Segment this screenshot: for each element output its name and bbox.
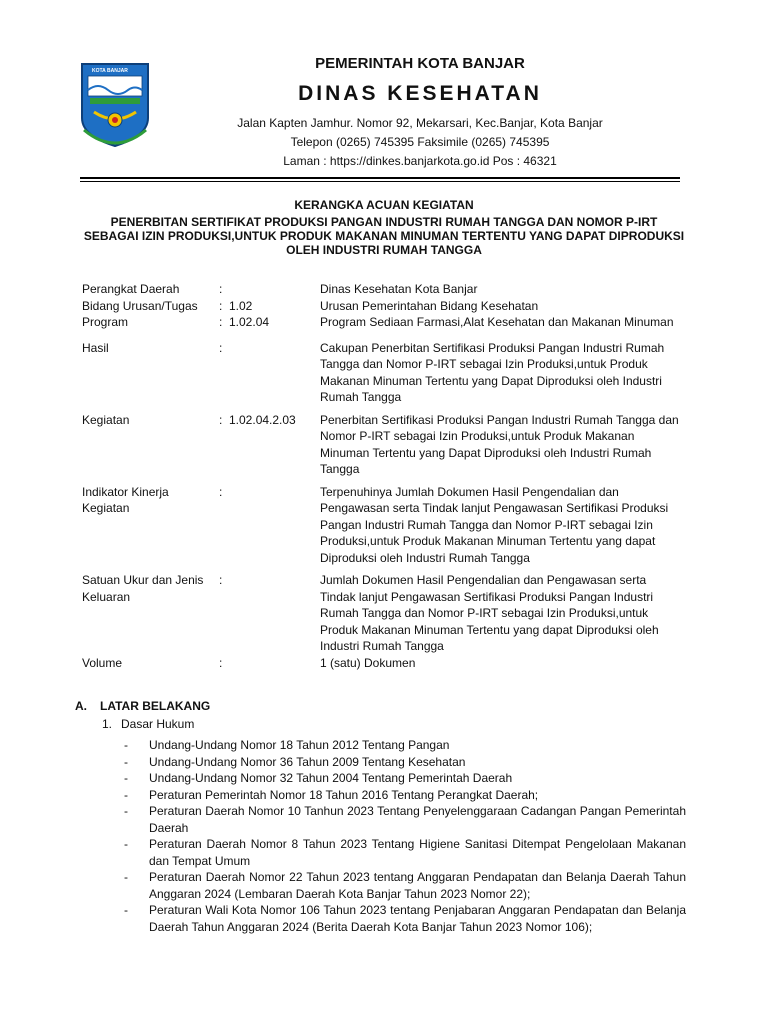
list-item <box>124 737 686 754</box>
address-line: Jalan Kapten Jamhur. Nomor 92, Mekarsari, Kec.Banjar, Kota Banjar <box>237 116 603 130</box>
info-desc: Terpenuhinya Jumlah Dokumen Hasil Pengendalian dan Pengawasan serta Tindak lanjut Pengawasan Sertifikasi Produksi Pangan Industri Rumah Tangga dan Nomor P-IRT sebagai Izin Produksi,untuk Produk Makanan Minuman Tertentu yang dapat Diproduksi oleh Industri Rumah Tangga <box>320 484 669 565</box>
info-label: Bidang Urusan/Tugas <box>82 298 198 313</box>
list-item <box>124 869 686 902</box>
info-label: Perangkat Daerah <box>82 282 180 296</box>
info-row-kegiatan <box>82 412 682 478</box>
info-code: 1.02 <box>229 298 253 313</box>
list-item-text: Peraturan Pemerintah Nomor 18 Tahun 2016 Tentang Perangkat Daerah; <box>149 787 539 802</box>
list-item-text: Undang-Undang Nomor 32 Tahun 2004 Tentang Pemerintah Daerah <box>149 771 513 785</box>
list-item <box>124 836 686 869</box>
info-colon: : <box>219 484 223 499</box>
list-item-text: Peraturan Daerah Nomor 8 Tahun 2023 Tentang Higiene Sanitasi Ditempat Pengelolaan Makanan dan Tempat Umum <box>149 837 686 868</box>
info-label: Volume <box>82 655 123 670</box>
list-item <box>124 803 686 836</box>
list-item-text: Undang-Undang Nomor 36 Tahun 2009 Tentang Kesehatan <box>149 754 466 769</box>
info-label: Indikator Kinerja Kegiatan <box>82 484 169 515</box>
section-a-heading <box>75 699 210 713</box>
info-row-program <box>82 314 682 331</box>
info-colon: : <box>219 282 223 296</box>
list-item-text: Undang-Undang Nomor 18 Tahun 2012 Tentang Pangan <box>149 738 450 752</box>
info-colon: : <box>219 412 223 427</box>
info-label: Hasil <box>82 340 109 355</box>
bullet-dash: - <box>124 837 128 851</box>
info-desc: 1 (satu) Dokumen <box>320 655 416 670</box>
list-item-text: Peraturan Daerah Nomor 22 Tahun 2023 tentang Anggaran Pendapatan dan Belanja Daerah Tahun Anggaran 2024 (Lembaran Daerah Kota Banjar Tahun 2023 Nomor 22); <box>149 870 686 901</box>
header-rule-thin <box>80 181 680 182</box>
phone-line: Telepon (0265) 745395 Faksimile (0265) 745395 <box>290 135 550 149</box>
list-item-text: Peraturan Wali Kota Nomor 106 Tahun 2023 tentang Penjabaran Anggaran Pendapatan dan Belanja Daerah Tahun Anggaran 2024 (Berita Daerah Kota Banjar Tahun 2023 Nomor 106); <box>149 903 686 934</box>
info-desc: Program Sediaan Farmasi,Alat Kesehatan dan Makanan Minuman <box>320 315 674 329</box>
info-label: Satuan Ukur dan Jenis Keluaran <box>82 573 204 604</box>
info-colon: : <box>219 340 223 355</box>
bullet-dash: - <box>124 754 128 769</box>
list-item <box>124 770 686 787</box>
bullet-dash: - <box>124 804 128 818</box>
subsection-number: 1. <box>102 717 113 731</box>
list-item <box>124 902 686 935</box>
activity-info-table <box>82 281 682 671</box>
section-title: LATAR BELAKANG <box>100 699 211 713</box>
subsection-heading <box>102 717 194 731</box>
kota-banjar-logo <box>78 60 152 148</box>
info-row-perangkat-daerah <box>82 281 682 298</box>
info-colon: : <box>219 315 223 329</box>
subsection-title: Dasar Hukum <box>121 717 195 731</box>
bullet-dash: - <box>124 787 128 802</box>
document-subtitle: PENERBITAN SERTIFIKAT PRODUKSI PANGAN INDUSTRI RUMAH TANGGA DAN NOMOR P-IRT SEBAGAI IZIN PRODUKSI,UNTUK PRODUK MAKANAN MINUMAN TERTENTU YANG DAPAT DIPRODUKSI OLEH INDUSTRI RUMAH TANGGA <box>83 215 685 257</box>
svg-text:KOTA BANJAR: KOTA BANJAR <box>92 68 128 74</box>
list-item <box>124 754 686 771</box>
info-row-satuan-ukur <box>82 572 682 655</box>
legal-basis-list <box>124 737 686 935</box>
info-desc: Jumlah Dokumen Hasil Pengendalian dan Pengawasan serta Tindak lanjut Pengawasan Sertifikasi Produksi Pangan Industri Rumah Tangga dan Nomor P-IRT sebagai Izin Produksi,untuk Produk Makanan Minuman Tertentu yang dapat Diproduksi oleh Industri Rumah Tangga <box>320 573 659 653</box>
info-row-volume <box>82 655 682 672</box>
header-rule-thick <box>80 177 680 179</box>
bullet-dash: - <box>124 771 128 785</box>
info-desc: Cakupan Penerbitan Sertifikasi Produksi Pangan Industri Rumah Tangga dan Nomor P-IRT sebagai Izin Produksi,untuk Produk Makanan Minuman Tertentu yang Dapat Diproduksi oleh Industri Rumah Tangga <box>320 340 665 404</box>
document-title: KERANGKA ACUAN KEGIATAN <box>294 198 474 212</box>
list-item-text: Peraturan Daerah Nomor 10 Tanhun 2023 Tentang Penyelenggaraan Cadangan Pangan Pemerintah Daerah <box>149 804 686 835</box>
section-letter: A. <box>75 699 87 713</box>
info-colon: : <box>219 298 223 313</box>
info-code: 1.02.04 <box>229 315 270 329</box>
info-row-bidang-urusan <box>82 298 682 315</box>
government-name: PEMERINTAH KOTA BANJAR <box>315 55 525 72</box>
list-item <box>124 787 686 804</box>
info-desc: Penerbitan Sertifikasi Produksi Pangan Industri Rumah Tangga dan Nomor P-IRT sebagai Izin Produksi,untuk Produk Makanan Minuman Tertentu yang Dapat Diproduksi oleh Industri Rumah Tangga <box>320 412 679 476</box>
info-code: 1.02.04.2.03 <box>229 412 296 427</box>
bullet-dash: - <box>124 903 128 917</box>
info-row-indikator-kinerja <box>82 484 682 567</box>
info-colon: : <box>219 655 223 670</box>
info-desc: Dinas Kesehatan Kota Banjar <box>320 282 478 296</box>
bullet-dash: - <box>124 870 128 884</box>
info-desc: Urusan Pemerintahan Bidang Kesehatan <box>320 298 539 313</box>
info-label: Program <box>82 315 129 329</box>
info-label: Kegiatan <box>82 412 130 427</box>
department-name: DINAS KESEHATAN <box>298 82 542 105</box>
info-row-hasil <box>82 340 682 406</box>
bullet-dash: - <box>124 738 128 752</box>
website-line: Laman : https://dinkes.banjarkota.go.id Pos : 46321 <box>283 154 557 168</box>
info-colon: : <box>219 573 223 587</box>
